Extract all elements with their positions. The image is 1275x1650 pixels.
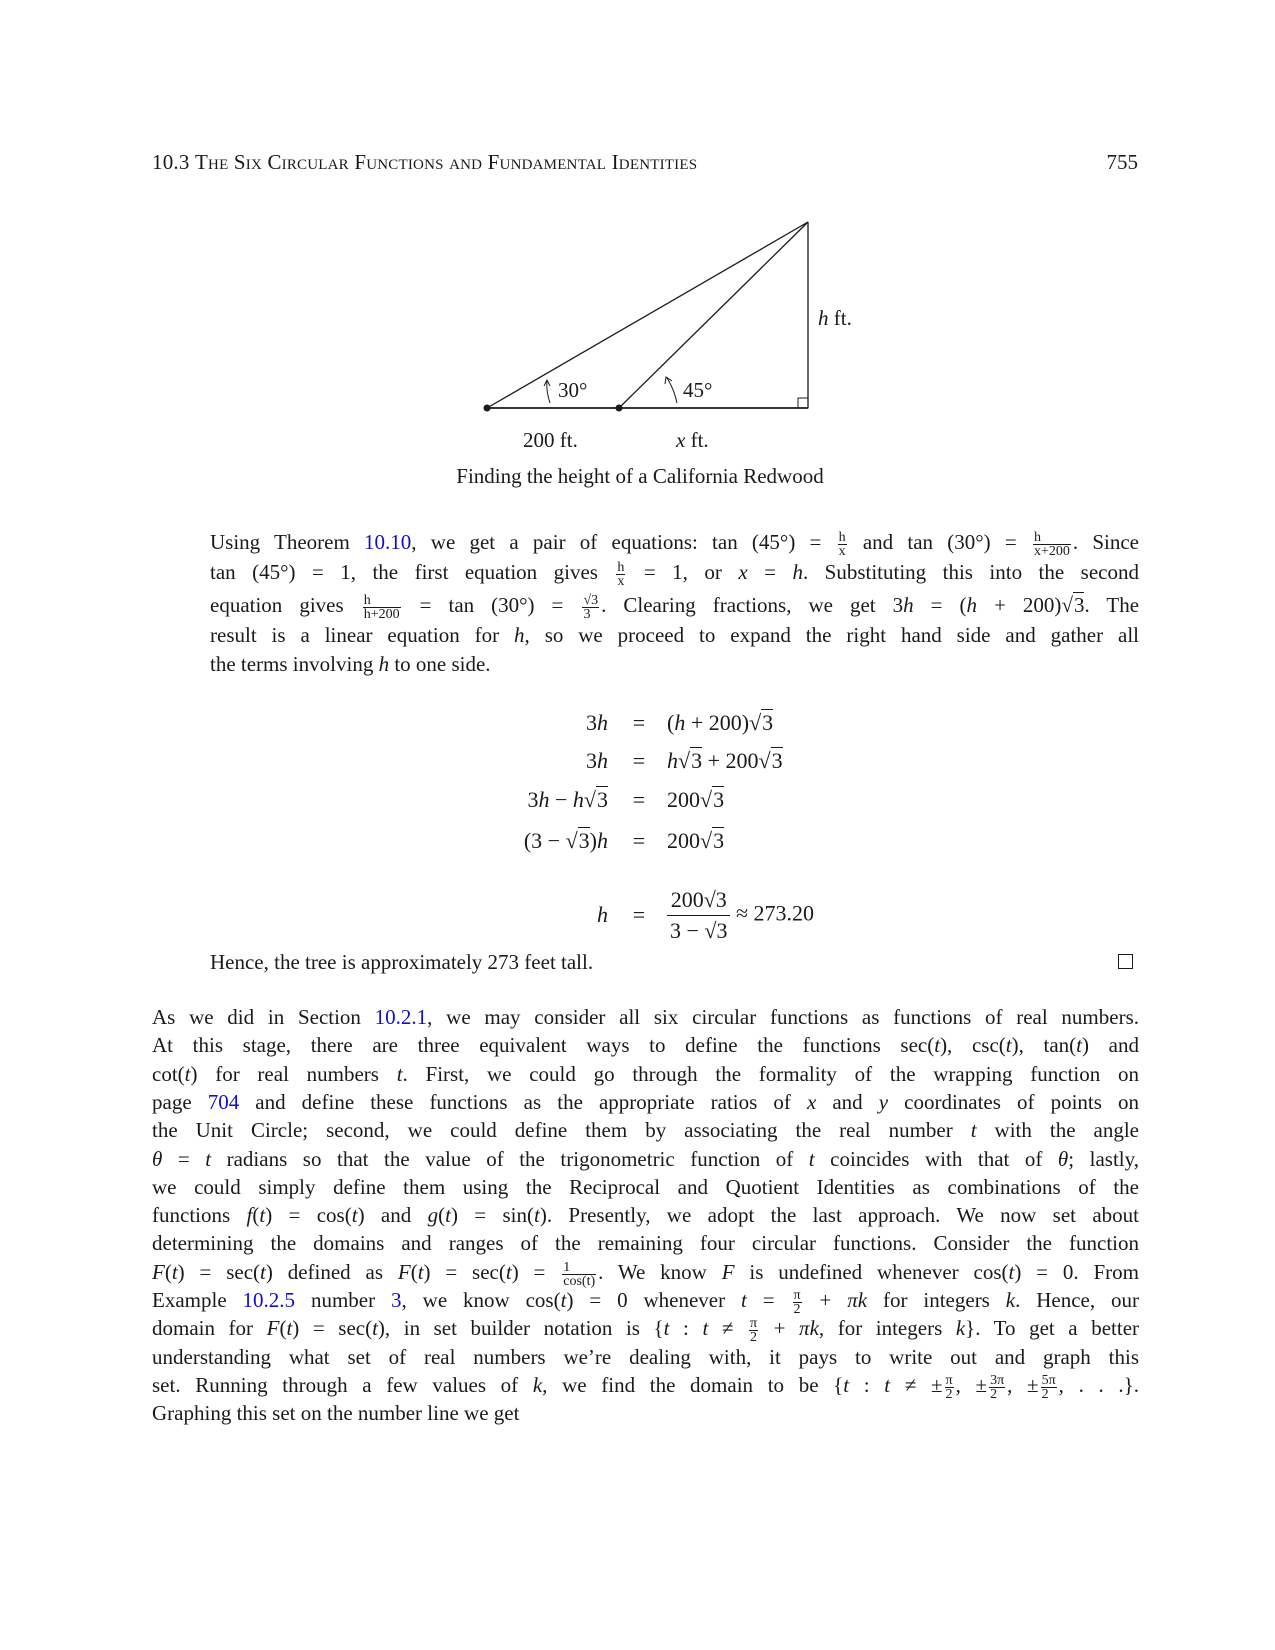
text-run: ), tan( (1011, 1033, 1077, 1057)
math-variable: F (152, 1260, 165, 1284)
text-line (152, 1174, 1139, 1200)
text-run: , . . .}. (1058, 1373, 1139, 1397)
text-line (152, 1202, 1139, 1228)
text-run: domain for (152, 1316, 267, 1340)
radical-sign-icon: √ (758, 748, 771, 773)
text-run: ) = sec( (292, 1316, 373, 1340)
radicand: 3 (578, 828, 590, 853)
text-line (152, 1004, 1139, 1030)
text-run: = 1, or (627, 560, 739, 584)
text-run: ≈ 273.20 (730, 900, 815, 926)
square-root (700, 786, 724, 812)
fraction (1033, 531, 1071, 558)
base-right-variable: x (676, 428, 686, 452)
text-run: and (816, 1090, 879, 1114)
radicand: 3 (713, 787, 725, 812)
text-run: and define these functions as the appropriate ratios of (239, 1090, 807, 1114)
fraction (838, 531, 847, 558)
equals-sign: = (632, 828, 646, 853)
text-line (152, 1372, 1139, 1402)
text-line (152, 1032, 1139, 1058)
text-run: the Unit Circle; second, we could define them by associating the real number (152, 1118, 971, 1142)
square-root (584, 786, 608, 812)
text-run: Using Theorem (210, 530, 365, 554)
text-run: ) = sin( (450, 1203, 534, 1227)
equals-sign: = (632, 748, 646, 773)
math-variable: h (538, 787, 550, 812)
math-variable: h (674, 710, 686, 735)
text-run: − (549, 787, 573, 812)
text-run: ( (279, 1316, 287, 1340)
observation-point-2 (616, 405, 623, 412)
equation-lhs (528, 787, 609, 813)
equation-row (0, 885, 1275, 949)
text-run: , so we proceed to expand the right hand side and gather all (524, 623, 1139, 647)
text-run: 200 (667, 828, 700, 853)
math-variable: h (667, 748, 678, 773)
equation-row (0, 748, 1275, 778)
denominator: 3 (582, 607, 599, 621)
numerator: h (617, 559, 625, 575)
text-run: }. To get a better (965, 1316, 1140, 1340)
math-variable: h (903, 593, 914, 617)
math-variable: t (445, 1203, 451, 1227)
denominator: 2 (989, 1387, 1005, 1401)
equation-rhs (667, 885, 814, 946)
cross-reference-link[interactable]: 3 (391, 1288, 402, 1312)
text-run: ), csc( (940, 1033, 1006, 1057)
fraction (793, 1289, 802, 1316)
math-variable: θ (152, 1147, 163, 1171)
radical-sign-icon: √ (583, 787, 596, 812)
fraction (616, 561, 625, 588)
math-variable: t (884, 1373, 891, 1397)
denominator: x (838, 543, 846, 559)
radical-sign-icon: √ (678, 748, 691, 773)
math-variable: h (597, 828, 608, 853)
math-variable: y (878, 1090, 889, 1114)
math-variable: h (514, 623, 525, 647)
text-run: = tan (30°) = (402, 593, 581, 617)
denominator: 2 (945, 1386, 953, 1402)
text-run: As we did in Section (152, 1005, 375, 1029)
math-variable: h (597, 710, 608, 735)
base-right-unit: ft. (685, 428, 709, 452)
running-header (152, 150, 697, 175)
text-run: functions (152, 1203, 247, 1227)
redwood-triangle-diagram (440, 205, 852, 455)
math-variable: h (966, 593, 978, 617)
square-root (749, 709, 773, 735)
qed-square-icon (1118, 954, 1133, 969)
math-variable: h (572, 787, 584, 812)
text-run: the terms involving (210, 652, 379, 676)
math-variable: πk (799, 1316, 819, 1340)
text-line (210, 651, 1139, 677)
text-run: + 200 (702, 748, 759, 773)
cross-reference-link[interactable]: 10.10 (364, 530, 412, 554)
equation-lhs (586, 710, 608, 736)
conclusion-text: Hence, the tree is approximately 273 feet tall. (210, 950, 594, 974)
math-variable: t (396, 1062, 403, 1086)
math-variable: F (397, 1260, 411, 1284)
math-variable: h (597, 748, 608, 773)
numerator: 200√3 (670, 887, 727, 912)
denominator: h+200 (363, 606, 400, 622)
text-line (152, 1259, 1139, 1289)
math-variable: h (597, 902, 608, 927)
text-run: + (803, 1288, 848, 1312)
cross-reference-link[interactable]: 704 (207, 1090, 240, 1114)
equals-sign: = (632, 710, 646, 735)
text-line (210, 622, 1139, 648)
section-title: The Six Circular Functions and Fundamental Identities (195, 150, 698, 174)
text-line (152, 1117, 1139, 1143)
text-run: result is a linear equation for (210, 623, 515, 647)
text-line (152, 1315, 1140, 1345)
text-run: 3 (586, 748, 597, 773)
math-variable: t (505, 1260, 512, 1284)
equation-row (0, 787, 1275, 817)
text-run: , we know cos( (401, 1288, 561, 1312)
numerator: 1 (563, 1259, 571, 1275)
numerator: 5π (1041, 1372, 1056, 1388)
text-run: and tan (30°) = (848, 530, 1031, 554)
text-run: = (746, 1288, 791, 1312)
denominator: 2 (793, 1301, 801, 1317)
denominator: 2 (749, 1329, 757, 1345)
math-variable: h (792, 560, 803, 584)
text-run: is undefined whenever cos( (734, 1260, 1009, 1284)
text-run: ), in set builder notation is { (377, 1316, 664, 1340)
math-variable: t (286, 1316, 293, 1340)
base-left-label: 200 ft. (523, 428, 578, 452)
text-run: ). Presently, we adopt the last approach. We now set about (539, 1203, 1139, 1227)
text-run: equation gives (210, 593, 361, 617)
math-variable: F (721, 1260, 735, 1284)
math-variable: θ (1057, 1147, 1069, 1171)
text-run: (3 − (523, 828, 566, 853)
text-run: = (747, 560, 793, 584)
text-run: . Since (1072, 530, 1139, 554)
math-variable: t (259, 1203, 266, 1227)
text-run: to one side. (389, 652, 491, 676)
math-variable: t (184, 1062, 191, 1086)
text-run: page (152, 1090, 208, 1114)
math-variable: t (663, 1316, 670, 1340)
math-variable: t (205, 1147, 212, 1171)
text-line (210, 559, 1139, 589)
fraction (749, 1317, 758, 1344)
equation-row (0, 710, 1275, 740)
angle-arrow-45 (667, 378, 677, 403)
text-run: ) and (1082, 1033, 1139, 1057)
text-run: ( (252, 1203, 260, 1227)
text-run: cot( (152, 1062, 185, 1086)
text-line (210, 592, 1140, 622)
text-run: ) and (357, 1203, 428, 1227)
math-variable: f (246, 1203, 253, 1227)
radical-sign-icon: √ (700, 787, 713, 812)
numerator: π (945, 1372, 953, 1388)
text-run: 3 (586, 710, 597, 735)
text-run: . First, we could go through the formality of the wrapping function on (402, 1062, 1139, 1086)
equation-rhs (667, 828, 724, 854)
text-run: , for integers (818, 1316, 956, 1340)
text-run: ) for real numbers (190, 1062, 397, 1086)
text-run: , ± (1007, 1373, 1039, 1397)
text-run: we could simply define them using the Reciprocal and Quotient Identities as combinations of the (152, 1175, 1139, 1199)
fraction (1041, 1374, 1057, 1401)
text-run: , we may consider all six circular functions as functions of real numbers. (427, 1005, 1140, 1029)
cross-reference-link[interactable]: 10.2.5 (242, 1288, 296, 1312)
text-run: understanding what set of real numbers we’re dealing with, it pays to write out and graph this (152, 1345, 1139, 1369)
text-line (152, 1061, 1139, 1087)
text-run: , we get a pair of equations: tan (45°) = (411, 530, 836, 554)
text-run: : (669, 1316, 703, 1340)
text-run: : (849, 1373, 885, 1397)
fraction (582, 594, 599, 621)
denominator: cos(t) (563, 1273, 596, 1289)
text-run: radians so that the value of the trigonometric function of (211, 1147, 809, 1171)
text-run: coordinates of points on (888, 1090, 1139, 1114)
text-run: ) = sec( (177, 1260, 261, 1284)
figure-caption: Finding the height of a California Redwood (456, 464, 824, 488)
base-right-label (675, 428, 709, 452)
math-variable: k (1005, 1288, 1016, 1312)
math-variable: t (560, 1288, 567, 1312)
equation-rhs (667, 748, 783, 774)
text-run: number (295, 1288, 391, 1312)
denominator: x+200 (1033, 543, 1070, 559)
text-run: 3 (527, 787, 539, 812)
math-variable: t (351, 1203, 358, 1227)
math-variable: t (417, 1260, 424, 1284)
radical-sign-icon: √ (1061, 593, 1073, 617)
text-line (152, 1344, 1139, 1370)
fraction (562, 1261, 596, 1288)
text-run: Graphing this set on the number line we get (152, 1401, 520, 1425)
angle-label-45: 45° (683, 378, 713, 402)
text-run: 200 (667, 787, 700, 812)
text-run: ) = cos( (265, 1203, 352, 1227)
math-variable: t (1005, 1033, 1012, 1057)
text-run: + (760, 1316, 800, 1340)
math-variable: k (532, 1373, 543, 1397)
text-line (152, 1400, 1139, 1426)
math-variable: F (266, 1316, 280, 1340)
text-run: ) = 0. From (1014, 1260, 1139, 1284)
math-variable: x (738, 560, 748, 584)
text-run: ) defined as (265, 1260, 398, 1284)
text-run: ) = sec( (423, 1260, 506, 1284)
equation-lhs (586, 748, 608, 774)
text-run: ; lastly, (1068, 1147, 1139, 1171)
text-run: with the angle (976, 1118, 1139, 1142)
radicand: 3 (762, 710, 774, 735)
text-run: = (162, 1147, 206, 1171)
math-variable: t (843, 1373, 850, 1397)
text-run: + 200) (977, 593, 1062, 617)
text-run: Example (152, 1288, 243, 1312)
height-unit: ft. (828, 306, 852, 330)
math-variable: πk (847, 1288, 868, 1312)
square-root (700, 827, 724, 853)
math-variable: t (372, 1316, 378, 1340)
equation-row (0, 828, 1275, 858)
text-run: coincides with that of (814, 1147, 1058, 1171)
math-variable: g (427, 1203, 439, 1227)
denominator: 2 (1041, 1387, 1057, 1401)
numerator: √3 (583, 592, 599, 608)
equals-sign: = (632, 902, 646, 927)
text-run: ( (438, 1203, 446, 1227)
numerator: h (838, 529, 846, 545)
math-variable: t (702, 1316, 709, 1340)
text-run: set. Running through a few values of (152, 1373, 533, 1397)
math-variable: t (970, 1118, 977, 1142)
math-variable: x (806, 1090, 817, 1114)
text-run: ( (410, 1260, 418, 1284)
radicand: 3 (771, 748, 783, 773)
fraction (989, 1374, 1005, 1401)
text-run: ) = (511, 1260, 561, 1284)
text-run: ) (589, 828, 597, 853)
text-run: determining the domains and ranges of the remaining four circular functions. Consider the function (152, 1231, 1139, 1255)
math-variable: t (741, 1288, 747, 1312)
square-root (678, 747, 702, 773)
cross-reference-link[interactable]: 10.2.1 (374, 1005, 428, 1029)
radicand: 3 (713, 828, 725, 853)
square-root (566, 827, 590, 853)
section-number: 10.3 (152, 150, 190, 174)
numerator: h (363, 592, 371, 608)
text-run: = ( (913, 593, 967, 617)
text-line (152, 1146, 1139, 1172)
text-run: for integers (867, 1288, 1006, 1312)
math-variable: t (533, 1203, 540, 1227)
text-run: . Clearing fractions, we get 3 (601, 593, 904, 617)
equation-lhs (524, 828, 608, 854)
text-run: tan (45°) = 1, the first equation gives (210, 560, 615, 584)
text-run: , ± (955, 1373, 988, 1397)
math-variable: t (1076, 1033, 1083, 1057)
numerator: π (749, 1315, 758, 1331)
radical-sign-icon: √ (565, 828, 578, 853)
observation-point-1 (484, 405, 491, 412)
math-variable: t (934, 1033, 941, 1057)
text-line (210, 529, 1139, 559)
text-line (152, 1287, 1140, 1317)
numerator: h (1033, 529, 1041, 545)
text-run: . Substituting this into the second (802, 560, 1139, 584)
radicand: 3 (597, 787, 608, 812)
radicand: 3 (691, 748, 703, 773)
denominator: x (617, 573, 625, 589)
math-variable: t (260, 1260, 266, 1284)
text-run: . Hence, our (1015, 1288, 1140, 1312)
math-variable: k (955, 1316, 966, 1340)
height-label (818, 306, 852, 330)
page-number: 755 (1106, 150, 1138, 174)
text-run: ≠ ± (890, 1373, 943, 1397)
denominator: 3 − √3 (667, 915, 730, 946)
text-run: + 200) (685, 710, 750, 735)
text-run: At this stage, there are three equivalent ways to define the functions sec( (152, 1033, 935, 1057)
right-angle-marker (798, 398, 808, 408)
math-variable: t (808, 1147, 815, 1171)
fraction (363, 594, 401, 621)
square-root (759, 747, 783, 773)
math-variable: t (171, 1260, 178, 1284)
fraction (945, 1374, 954, 1401)
text-run: , we find the domain to be { (542, 1373, 844, 1397)
numerator: 3π (990, 1372, 1005, 1388)
math-variable: h (378, 652, 390, 676)
equation-rhs (667, 787, 724, 813)
radical-sign-icon: √ (749, 710, 762, 735)
equation-rhs (667, 710, 773, 736)
text-run: ≠ (708, 1316, 747, 1340)
fraction (667, 885, 730, 946)
numerator: π (793, 1287, 801, 1303)
text-run: . We know (598, 1260, 722, 1284)
square-root (1061, 592, 1084, 617)
text-run: ( (667, 710, 675, 735)
radicand: 3 (1073, 593, 1085, 617)
equals-sign: = (632, 787, 646, 812)
text-run: ) = 0 whenever (566, 1288, 742, 1312)
height-variable: h (818, 306, 829, 330)
text-run: . The (1084, 593, 1140, 617)
text-line (152, 1089, 1139, 1115)
equation-lhs (597, 902, 608, 928)
angle-label-30: 30° (558, 378, 588, 402)
text-run: ( (164, 1260, 172, 1284)
math-variable: t (1008, 1260, 1015, 1284)
radical-sign-icon: √ (700, 828, 713, 853)
text-line (152, 1230, 1139, 1256)
